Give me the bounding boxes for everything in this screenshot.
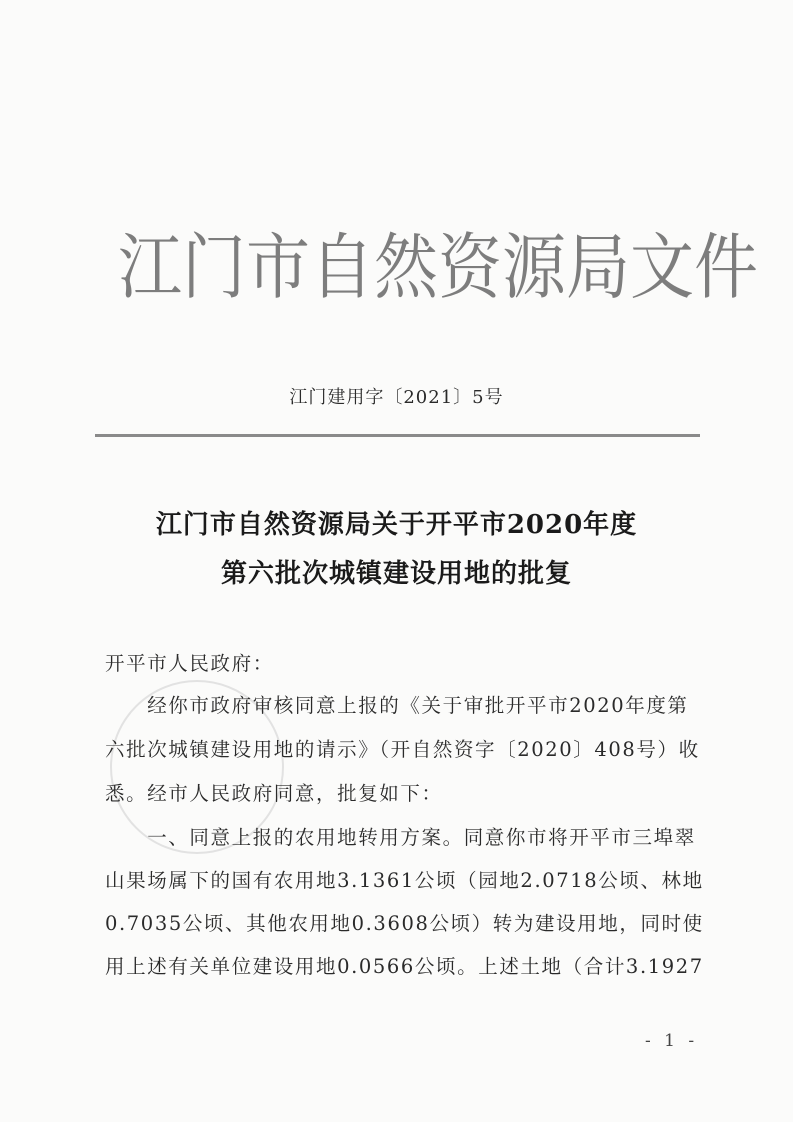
document-title-line-1: 江门市自然资源局关于开平市2020年度 xyxy=(155,510,638,540)
page-number: - 1 - xyxy=(645,1031,699,1051)
masthead-char: 件 xyxy=(694,227,758,311)
body-line: 六批次城镇建设用地的请示》（开自然资字〔2020〕408号）收 xyxy=(105,738,700,761)
masthead-char: 局 xyxy=(566,227,630,311)
masthead-char: 江 xyxy=(118,227,182,311)
header-divider xyxy=(95,434,700,437)
masthead-char: 源 xyxy=(502,227,566,311)
masthead-char: 资 xyxy=(438,227,502,311)
masthead-title xyxy=(118,222,758,311)
masthead-char: 然 xyxy=(374,227,438,311)
body-line: 用上述有关单位建设用地0.0566公顷。上述土地（合计3.1927 xyxy=(105,955,704,978)
document-number: 江门建用字〔2021〕5号 xyxy=(289,387,504,408)
masthead-char: 门 xyxy=(182,227,246,311)
document-title-line-2: 第六批次城镇建设用地的批复 xyxy=(220,559,572,589)
body-line: 悉。经市人民政府同意，批复如下： xyxy=(105,782,443,805)
masthead-char: 自 xyxy=(310,227,374,311)
masthead-char: 文 xyxy=(630,227,694,311)
body-line: 一、同意上报的农用地转用方案。同意你市将开平市三埠翠 xyxy=(105,826,696,849)
body-line: 经你市政府审核同意上报的《关于审批开平市2020年度第 xyxy=(105,694,689,717)
salutation: 开平市人民政府： xyxy=(105,652,274,675)
body-line: 0.7035公顷、其他农用地0.3608公顷）转为建设用地，同时使 xyxy=(105,912,704,935)
body-line: 山果场属下的国有农用地3.1361公顷（园地2.0718公顷、林地 xyxy=(105,869,704,892)
masthead-char: 市 xyxy=(246,227,310,311)
